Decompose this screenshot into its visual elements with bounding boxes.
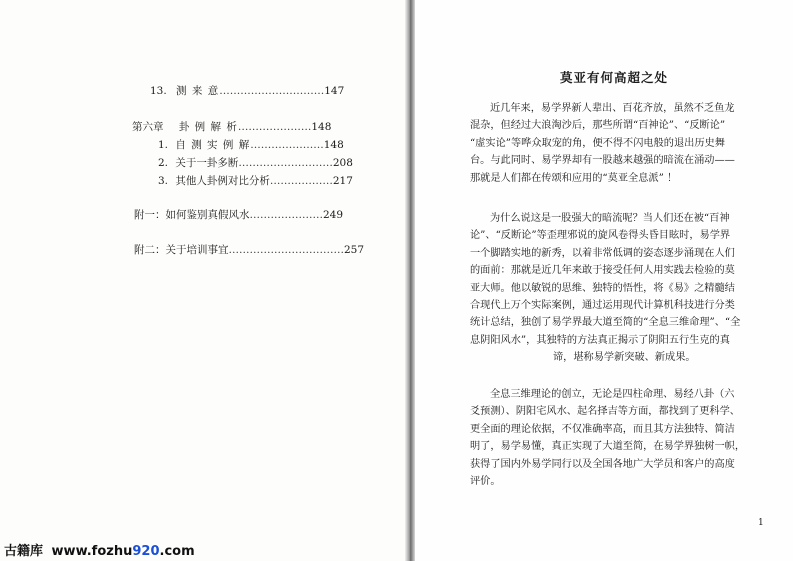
text-line: 评价。	[470, 475, 501, 487]
text-line: 息阴阳风水”，其独特的方法真正揭示了阴阳五行生克的真	[470, 334, 730, 346]
toc-page: 147	[324, 85, 345, 97]
text-line: 全息三维理论的创立，无论是四柱命理、易经八卦（六	[490, 389, 735, 400]
paragraph-1-line-first	[490, 100, 735, 117]
text-line: 谛，堪称易学新突破、新成果。	[553, 352, 696, 364]
toc-entry	[134, 243, 364, 257]
watermark-url-suffix: .com	[159, 544, 195, 559]
toc-number: 13.	[150, 85, 167, 97]
toc-dots: ………………	[269, 175, 333, 187]
text-line: 近几年来，易学界新人辈出、百花齐放，虽然不乏鱼龙	[490, 103, 735, 114]
paragraph-3-line-first	[490, 386, 735, 403]
toc-label: 自 测 实 例 解	[175, 139, 251, 151]
paragraph-2-line-first	[490, 210, 730, 227]
toc-entry	[150, 84, 344, 98]
toc-label: 测 来 意	[176, 85, 220, 97]
toc-entry	[158, 174, 353, 188]
paragraph-1	[470, 117, 735, 187]
toc-page: 257	[344, 244, 365, 256]
text-line: 爻预测）、阴阳宅风水、起名择吉等方面，都找到了更科学、	[470, 406, 740, 418]
paragraph-2-line-last	[553, 349, 696, 366]
text-line: 的面前：那就是近几年来敢于接受任何人用实践去检验的莫	[470, 265, 735, 277]
toc-dots: …………………………	[219, 85, 325, 97]
toc-dots: …………………	[250, 139, 324, 151]
toc-label: 关于培训事宜	[165, 244, 229, 256]
toc-entry	[132, 120, 331, 134]
book-gutter	[405, 0, 415, 561]
watermark-site-name: 古籍库	[4, 544, 44, 559]
toc-number: 1.	[158, 139, 169, 151]
text-line: 台。与此同时、易学界却有一股越来越强的暗流在涌动——	[470, 155, 735, 167]
toc-page: 249	[323, 209, 344, 221]
text-line: “虚实论”等哗众取宠的角，便不得不闪电般的退出历史舞	[470, 137, 725, 149]
toc-label: 其他人卦例对比分析	[175, 175, 270, 187]
text-line: 获得了国内外易学同行以及全国各地广大学员和客户的高度	[470, 458, 735, 470]
toc-entry	[158, 138, 344, 152]
watermark-url-prefix: www.fozhu	[51, 544, 133, 559]
toc-entry	[158, 156, 353, 170]
text-line: 明了，易学易懂，真正实现了大道至简，在易学界独树一帜，	[470, 441, 746, 453]
toc-page: 217	[332, 175, 353, 187]
toc-dots: ……………………………	[228, 244, 344, 256]
toc-label: 关于一卦多断	[175, 157, 239, 169]
page-number: 1	[758, 518, 764, 528]
toc-number: 附一：	[134, 209, 166, 221]
text-line: 为什么说这是一股强大的暗流呢？当人们还在被“百神	[490, 213, 730, 224]
text-line: 更全面的理论依据，不仅准确率高，而且其方法独特、简洁	[470, 423, 735, 435]
toc-dots: …………………	[249, 209, 323, 221]
text-line: 统计总结，独创了易学界最大道至简的“全息三维命理”、“全	[470, 317, 741, 329]
text-line: 那就是人们都在传颂和应用的“莫亚全息派” ！	[470, 172, 678, 184]
paragraph-2	[470, 227, 740, 349]
toc-page: 208	[332, 157, 353, 169]
toc-number: 第六章	[132, 121, 164, 133]
text-line: 一个脚踏实地的新秀，以着非常低调的姿态逐步涌现在人们	[470, 247, 735, 259]
article-title: 莫亚有何高超之处	[560, 70, 669, 85]
site-watermark	[4, 540, 195, 559]
toc-number: 附二：	[134, 244, 166, 256]
text-line: 合现代上万个实际案例，通过运用现代计算机科技进行分类	[470, 299, 735, 311]
toc-dots: ………………………	[238, 157, 333, 169]
toc-label: 卦 例 解 析	[178, 121, 238, 133]
toc-label: 如何鉴别真假风水	[165, 209, 250, 221]
toc-page: 148	[311, 121, 332, 133]
watermark-url-highlight: 920	[132, 544, 160, 559]
text-line: 亚大师。他以敏锐的思维、独特的悟性，将《易》之精髓结	[470, 282, 735, 294]
toc-number: 3.	[158, 175, 169, 187]
toc-number: 2.	[158, 157, 169, 169]
paragraph-3	[470, 403, 745, 490]
toc-page: 148	[323, 139, 344, 151]
toc-dots: …………………	[237, 121, 312, 133]
toc-entry	[134, 208, 343, 222]
text-line: 混杂，但经过大浪淘沙后，那些所谓“百神论”、“反断论”	[470, 120, 726, 132]
text-line: 论”、“反断论”等歪理邪说的旋风卷得头昏目眩时，易学界	[470, 230, 731, 242]
